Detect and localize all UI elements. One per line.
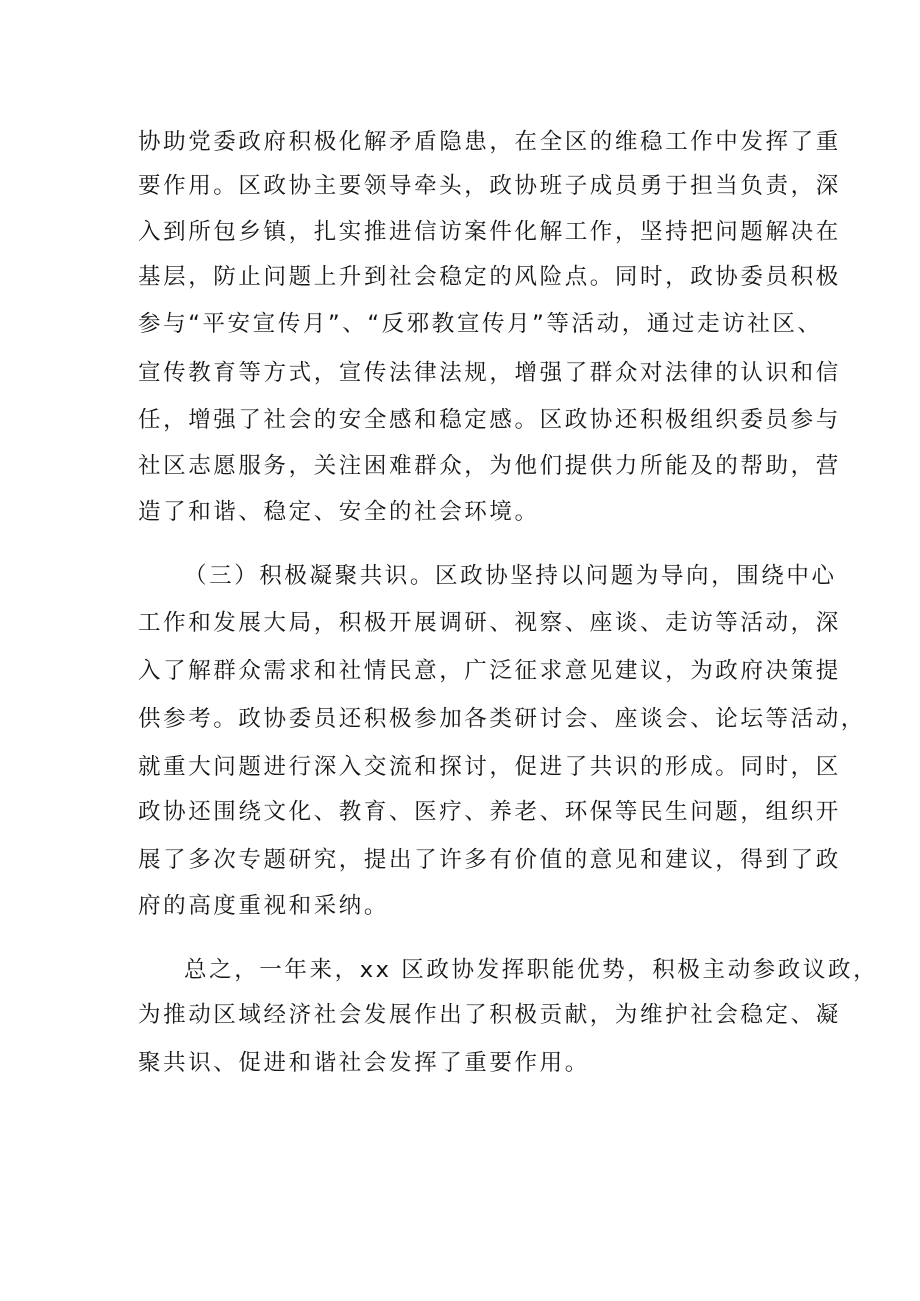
paragraph-2-line-5: 就重大问题进行深入交流和探讨，促进了共识的形成。同时，区: [138, 754, 841, 780]
paragraph-2-line-8: 府的高度重视和采纳。: [138, 893, 390, 919]
paragraph-1-line-4: 基层，防止问题上升到社会稳定的风险点。同时，政协委员积极: [138, 264, 841, 290]
paragraph-1-line-8: 社区志愿服务，关注困难群众，为他们提供力所能及的帮助，营: [138, 453, 841, 479]
paragraph-1-line-6: 宣传教育等方式，宣传法律法规，增强了群众对法律的认识和信: [138, 360, 841, 386]
paragraph-2-line-3: 入了解群众需求和社情民意，广泛征求意见建议，为政府决策提: [138, 658, 841, 684]
paragraph-2-line-4: 供参考。政协委员还积极参加各类研讨会、座谈会、论坛等活动，: [138, 706, 866, 732]
paragraph-1-line-9: 造了和谐、稳定、安全的社会环境。: [138, 499, 540, 525]
paragraph-2-line-7: 展了多次专题研究，提出了许多有价值的意见和建议，得到了政: [138, 847, 841, 873]
paragraph-1-line-1: 协助党委政府积极化解矛盾隐患，在全区的维稳工作中发挥了重: [138, 129, 841, 155]
paragraph-1-line-7: 任，增强了社会的安全感和稳定感。区政协还积极组织委员参与: [138, 407, 841, 433]
paragraph-1-line-5: 参与“平安宣传月”、“反邪教宣传月”等活动，通过走访社区、: [138, 311, 823, 337]
paragraph-2-line-6: 政协还围绕文化、教育、医疗、养老、环保等民生问题，组织开: [138, 799, 841, 825]
paragraph-2-line-2: 工作和发展大局，积极开展调研、视察、座谈、走访等活动，深: [138, 610, 841, 636]
paragraph-1-line-3: 入到所包乡镇，扎实推进信访案件化解工作，坚持把问题解决在: [138, 219, 841, 245]
paragraph-2-line-1: （三）积极凝聚共识。区政协坚持以问题为导向，围绕中心: [184, 563, 837, 589]
paragraph-3-line-1: 总之，一年来，xx 区政协发挥职能优势，积极主动参政议政，: [184, 957, 879, 983]
paragraph-1-line-2: 要作用。区政协主要领导牵头，政协班子成员勇于担当负责，深: [138, 173, 841, 199]
paragraph-3-line-3: 聚共识、促进和谐社会发挥了重要作用。: [138, 1050, 590, 1076]
paragraph-3-line-2: 为推动区域经济社会发展作出了积极贡献，为维护社会稳定、凝: [138, 1002, 841, 1028]
